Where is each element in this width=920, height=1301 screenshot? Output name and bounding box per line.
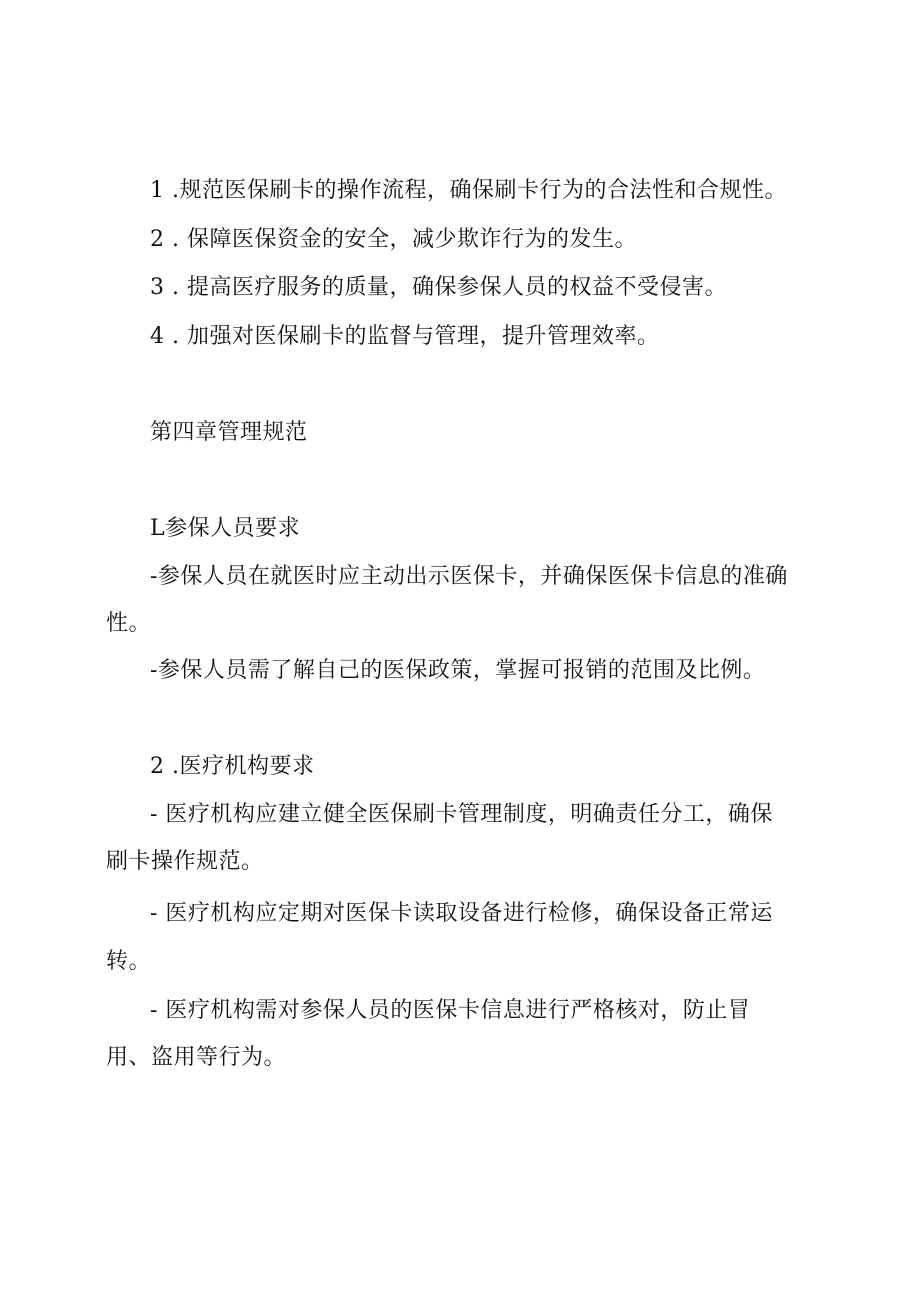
objective-item-3: 3 . 提高医疗服务的质量，确保参保人员的权益不受侵害。	[150, 275, 727, 300]
section2-item-3-line-2: 用、盗用等行为。	[106, 1045, 287, 1070]
section2-item-3-line-1: - 医疗机构需对参保人员的医保卡信息进行严格核对，防止冒	[150, 998, 751, 1023]
section1-item-1-line-2: 性。	[106, 611, 152, 636]
section1-item-2: -参保人员需了解自己的医保政策，掌握可报销的范围及比例。	[150, 658, 766, 683]
section1-heading: L参保人员要求	[150, 516, 301, 541]
section2-item-2-line-1: - 医疗机构应定期对医保卡读取设备进行检修，确保设备正常运	[150, 901, 773, 926]
objective-item-1: 1 .规范医保刷卡的操作流程，确保刷卡行为的合法性和合规性。	[150, 178, 787, 203]
objective-item-2: 2 . 保障医保资金的安全，减少欺诈行为的发生。	[150, 227, 637, 252]
chapter-title: 第四章管理规范	[150, 420, 308, 445]
section2-item-1-line-2: 刷卡操作规范。	[106, 849, 264, 874]
section2-heading: 2 .医疗机构要求	[150, 754, 315, 779]
section2-item-1-line-1: - 医疗机构应建立健全医保刷卡管理制度，明确责任分工，确保	[150, 802, 773, 827]
section1-item-1-line-1: -参保人员在就医时应主动出示医保卡，并确保医保卡信息的准确	[150, 564, 788, 589]
objective-item-4: 4 . 加强对医保刷卡的监督与管理，提升管理效率。	[150, 324, 660, 349]
section2-item-2-line-2: 转。	[106, 949, 152, 974]
